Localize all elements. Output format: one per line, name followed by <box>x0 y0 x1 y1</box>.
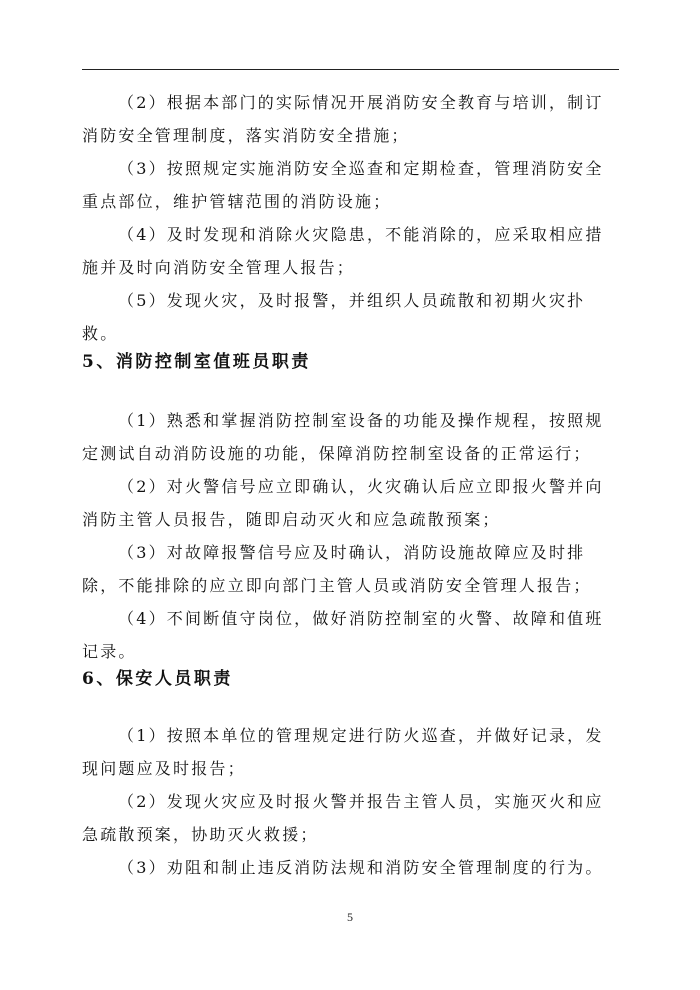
section-5-item-4: （4）不间断值守岗位，做好消防控制室的火警、故障和值班记录。 <box>82 609 604 661</box>
paragraph-item-4: （4）及时发现和消除火灾隐患，不能消除的，应采取相应措施并及时向消防安全管理人报告； <box>82 225 604 277</box>
section-6-heading: 6、保安人员职责 <box>82 669 233 689</box>
section-5-item-1: （1）熟悉和掌握消防控制室设备的功能及操作规程，按照规定测试自动消防设施的功能，保障消防控制室设备的正常运行； <box>82 411 604 463</box>
paragraph-item-5: （5）发现火灾，及时报警，并组织人员疏散和初期火灾扑救。 <box>82 291 586 343</box>
section-5-item-3: （3）对故障报警信号应及时确认，消防设施故障应及时排除，不能排除的应立即向部门主管人员或消防安全管理人报告； <box>82 543 592 595</box>
section-5-item-2: （2）对火警信号应立即确认，火灾确认后应立即报火警并向消防主管人员报告，随即启动灭火和应急疏散预案； <box>82 477 604 529</box>
section-6-item-2: （2）发现火灾应及时报火警并报告主管人员，实施灭火和应急疏散预案，协助灭火救援； <box>82 792 604 844</box>
header-rule <box>82 69 619 70</box>
section-6-item-3: （3）劝阻和制止违反消防法规和消防安全管理制度的行为。 <box>118 858 604 877</box>
page-number: 5 <box>347 910 353 924</box>
section-6-item-1: （1）按照本单位的管理规定进行防火巡查，并做好记录，发现问题应及时报告； <box>82 726 604 778</box>
section-5-heading: 5、消防控制室值班员职责 <box>82 352 311 372</box>
paragraph-item-2: （2）根据本部门的实际情况开展消防安全教育与培训，制订消防安全管理制度，落实消防安全措施； <box>82 93 604 145</box>
paragraph-item-3: （3）按照规定实施消防安全巡查和定期检查，管理消防安全重点部位，维护管辖范围的消防设施； <box>82 159 604 211</box>
